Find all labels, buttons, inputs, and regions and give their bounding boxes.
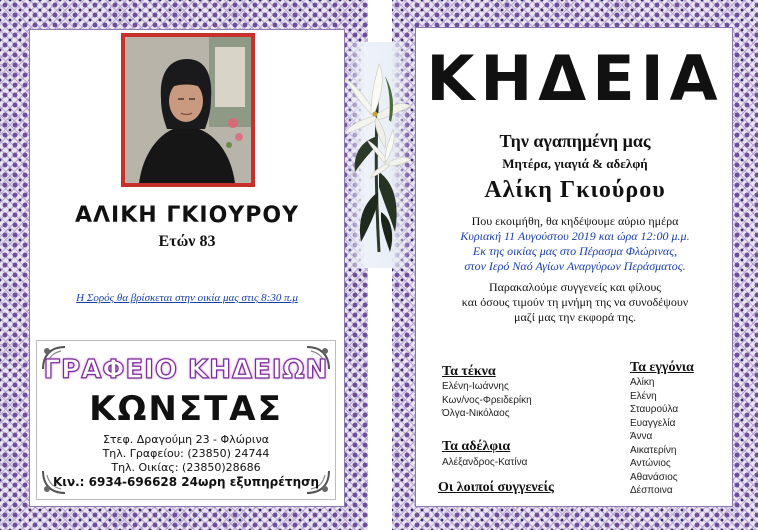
list-item: Ελένη bbox=[630, 390, 657, 402]
list-item: Δέσποινα bbox=[630, 485, 673, 496]
relation-line: Μητέρα, γιαγιά & αδελφή bbox=[502, 156, 648, 171]
list-item: Όλγα-Νικόλαος bbox=[442, 408, 510, 419]
children-list bbox=[442, 380, 532, 421]
lily-flower-image bbox=[345, 42, 411, 268]
list-item: Αθανάσιος bbox=[630, 471, 678, 483]
announcement-location-line: Εκ της οικίας μας στο Πέρασμα Φλώρινας, bbox=[472, 244, 678, 258]
beloved-line: Την αγαπημένη μας bbox=[499, 131, 651, 151]
deceased-age: Ετών 83 bbox=[158, 233, 216, 250]
grandchildren-heading: Τα εγγόνια bbox=[630, 360, 694, 375]
deceased-name-right: Αλίκη Γκιούρου bbox=[484, 177, 666, 203]
announcement-invite-line: και όσους τιμούν τη μνήμη της να συνοδέψουν bbox=[461, 295, 689, 309]
funeral-home-ad bbox=[36, 340, 336, 500]
grandchildren-list bbox=[630, 376, 678, 498]
siblings-list bbox=[442, 456, 527, 470]
list-item: Σταυρούλα bbox=[630, 404, 679, 415]
announcement-date-line: Κυριακή 11 Αυγούστου 2019 και ώρα 12:00 μ.μ. bbox=[460, 229, 690, 243]
list-item: Αικατερίνη bbox=[630, 444, 677, 456]
announcement-invite-line: μαζί μας την εκφορά της. bbox=[514, 310, 636, 324]
children-heading: Τα τέκνα bbox=[442, 364, 496, 379]
funeral-office-name: ΚΩΝΣΤΑΣ bbox=[89, 389, 283, 429]
deceased-portrait bbox=[125, 37, 251, 183]
list-item: Κων/νος-Φρειδερίκη bbox=[442, 394, 532, 406]
funeral-home-phone: Τηλ. Οικίας: (23850)28686 bbox=[111, 461, 261, 474]
funeral-mobile-phone: Κιν.: 6934-696628 24ωρη εξυπηρέτηση bbox=[52, 475, 320, 489]
list-item: Ελένη-Ιωάννης bbox=[442, 381, 509, 392]
siblings-heading: Τα αδέλφια bbox=[442, 439, 511, 454]
list-item: Αλίκη bbox=[630, 377, 655, 388]
funeral-office-title: ΓΡΑΦΕΙΟ ΚΗΔΕΙΩΝ bbox=[43, 355, 329, 385]
list-item: Άννα bbox=[630, 431, 653, 442]
funeral-office-phone: Τηλ. Γραφείου: (23850) 24744 bbox=[102, 447, 270, 460]
announcement-church-line: στον Ιερό Ναό Αγίων Αναργύρων Περάσματος. bbox=[464, 259, 686, 273]
announcement-invite-line: Παρακαλούμε συγγενείς και φίλους bbox=[488, 280, 662, 294]
coffin-viewing-note: Η Σορός θα βρίσκεται στην οικία μας στις 8:30 π.μ bbox=[76, 292, 298, 304]
announcement-line: Που εκοιμήθη, θα κηδέψουμε αύριο ημέρα bbox=[471, 214, 679, 228]
list-item: Ευαγγελία bbox=[630, 417, 676, 429]
funeral-office-address: Στεφ. Δραγούμη 23 - Φλώρινα bbox=[102, 433, 270, 446]
portrait-photo-icon bbox=[125, 37, 251, 183]
deceased-name: ΑΛΙΚΗ ΓΚΙΟΥΡΟΥ bbox=[75, 203, 299, 228]
funeral-headline: ΚΗΔΕΙΑ bbox=[426, 42, 724, 115]
other-relatives-heading: Οι λοιποί συγγενείς bbox=[438, 480, 554, 495]
portrait-frame bbox=[121, 33, 255, 187]
list-item: Αντώνιος bbox=[630, 458, 671, 469]
lily-icon bbox=[345, 42, 411, 268]
list-item: Αλέξανδρος-Κατίνα bbox=[442, 457, 528, 468]
